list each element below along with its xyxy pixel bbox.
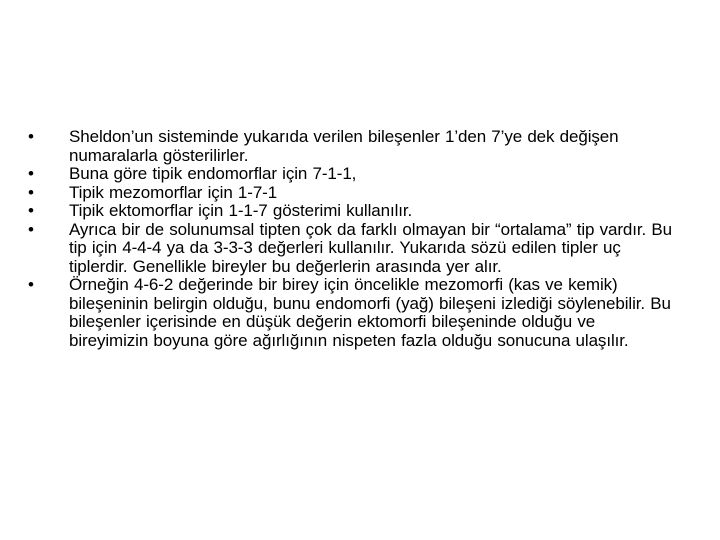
bullet-item (28, 128, 678, 165)
bullet-dot: • (28, 201, 34, 220)
bullet-dot: • (28, 127, 34, 146)
bullet-text: Tipik mezomorflar için 1-7-1 (69, 182, 278, 202)
bullet-item (28, 221, 678, 277)
bullet-text: Ayrıca bir de solunumsal tipten çok da farklı olmayan bir “ortalama” tip vardır. Bu tip için 4-4-4 ya da 3-3-3 değerleri kullanılır. Yukarıda sözü edilen tipler uç tiplerdir. Genellikle bireyler bu değerlerin arasında yer alır. (69, 219, 672, 276)
bullet-item (28, 202, 678, 221)
bullet-item (28, 165, 678, 184)
bullet-list (28, 128, 678, 350)
bullet-dot: • (28, 275, 34, 294)
bullet-item (28, 184, 678, 203)
bullet-text: Sheldon’un sisteminde yukarıda verilen bileşenler 1’den 7’ye dek değişen numaralarla gösterilirler. (69, 127, 619, 165)
bullet-dot: • (28, 182, 34, 202)
bullet-dot: • (28, 164, 34, 183)
bullet-text: Örneğin 4-6-2 değerinde bir birey için öncelikle mezomorfi (kas ve kemik) bileşeninin belirgin olduğu, bunu endomorfi (yağ) bileşeni izlediği söylenebilir. Bu bileşenler içerisinde en düşük değerin ektomorfi bileşeninde olduğu ve bireyimizin boyuna göre ağırlığının nispeten fazla olduğu sonucuna ulaşılır. (69, 275, 671, 350)
bullet-text: Tipik ektomorflar için 1-1-7 gösterimi kullanılır. (69, 201, 413, 220)
bullet-dot: • (28, 219, 34, 239)
bullet-text: Buna göre tipik endomorflar için 7-1-1, (69, 164, 357, 183)
bullet-item (28, 276, 678, 350)
